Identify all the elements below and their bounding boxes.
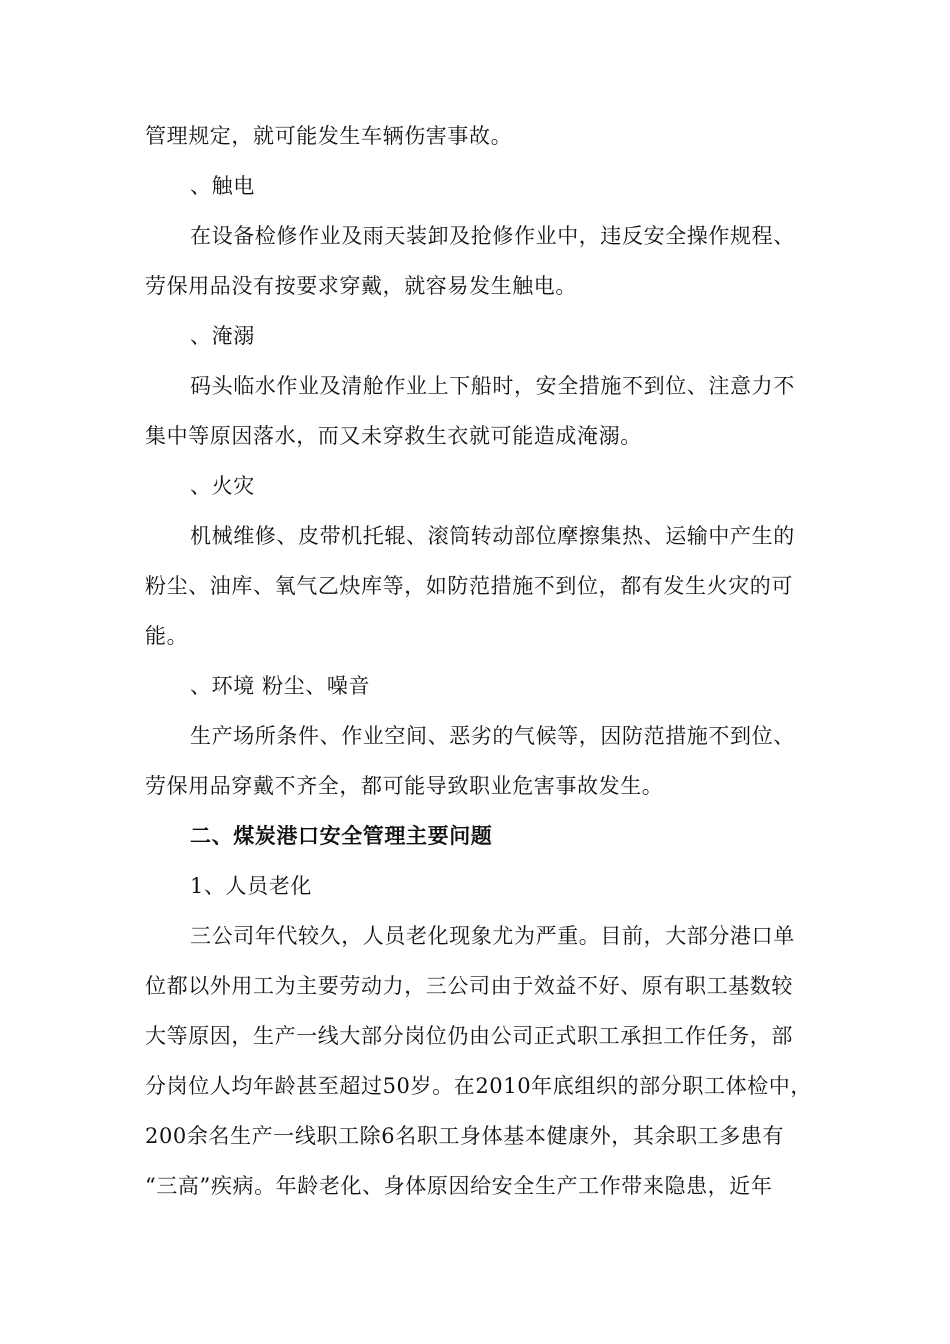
section-heading: 二、煤炭港口安全管理主要问题 <box>190 823 493 848</box>
paragraph-line: 机械维修、皮带机托辊、滚筒转动部位摩擦集热、运输中产生的 <box>190 524 795 548</box>
subheading-electric-shock: 、触电 <box>190 174 255 198</box>
paragraph-line: 三公司年代较久，人员老化现象尤为严重。目前，大部分港口单 <box>190 924 795 948</box>
paragraph-line: 生产场所条件、作业空间、恶劣的气候等，因防范措施不到位、 <box>190 724 795 748</box>
paragraph-line: 粉尘、油库、氧气乙炔库等，如防范措施不到位，都有发生火灾的可 <box>145 574 793 598</box>
paragraph-line: 劳保用品没有按要求穿戴，就容易发生触电。 <box>145 274 577 298</box>
paragraph-line: 集中等原因落水，而又未穿救生衣就可能造成淹溺。 <box>145 424 642 448</box>
paragraph-line: 码头临水作业及清舱作业上下船时，安全措施不到位、注意力不 <box>190 374 795 398</box>
paragraph-line: 大等原因，生产一线大部分岗位仍由公司正式职工承担工作任务，部 <box>145 1024 793 1048</box>
paragraph-line: 分岗位人均年龄甚至超过50岁。在2010年底组织的部分职工体检中， <box>145 1074 812 1098</box>
paragraph-line: 200余名生产一线职工除6名职工身体基本健康外，其余职工多患有 <box>145 1124 785 1148</box>
subheading-environment: 、环境 粉尘、噪音 <box>190 674 371 698</box>
paragraph-line: 能。 <box>145 624 189 648</box>
paragraph-line: 在设备检修作业及雨天装卸及抢修作业中，违反安全操作规程、 <box>190 224 795 248</box>
paragraph-line: 管理规定，就可能发生车辆伤害事故。 <box>145 124 513 148</box>
paragraph-line: 劳保用品穿戴不齐全，都可能导致职业危害事故发生。 <box>145 774 664 798</box>
paragraph-line: “三高”疾病。年龄老化、身体原因给安全生产工作带来隐患，近年 <box>145 1174 773 1198</box>
subheading-aging-staff: 1、人员老化 <box>190 874 312 898</box>
paragraph-line: 位都以外用工为主要劳动力，三公司由于效益不好、原有职工基数较 <box>145 974 793 998</box>
subheading-drowning: 、淹溺 <box>190 324 255 348</box>
subheading-fire: 、火灾 <box>190 474 255 498</box>
